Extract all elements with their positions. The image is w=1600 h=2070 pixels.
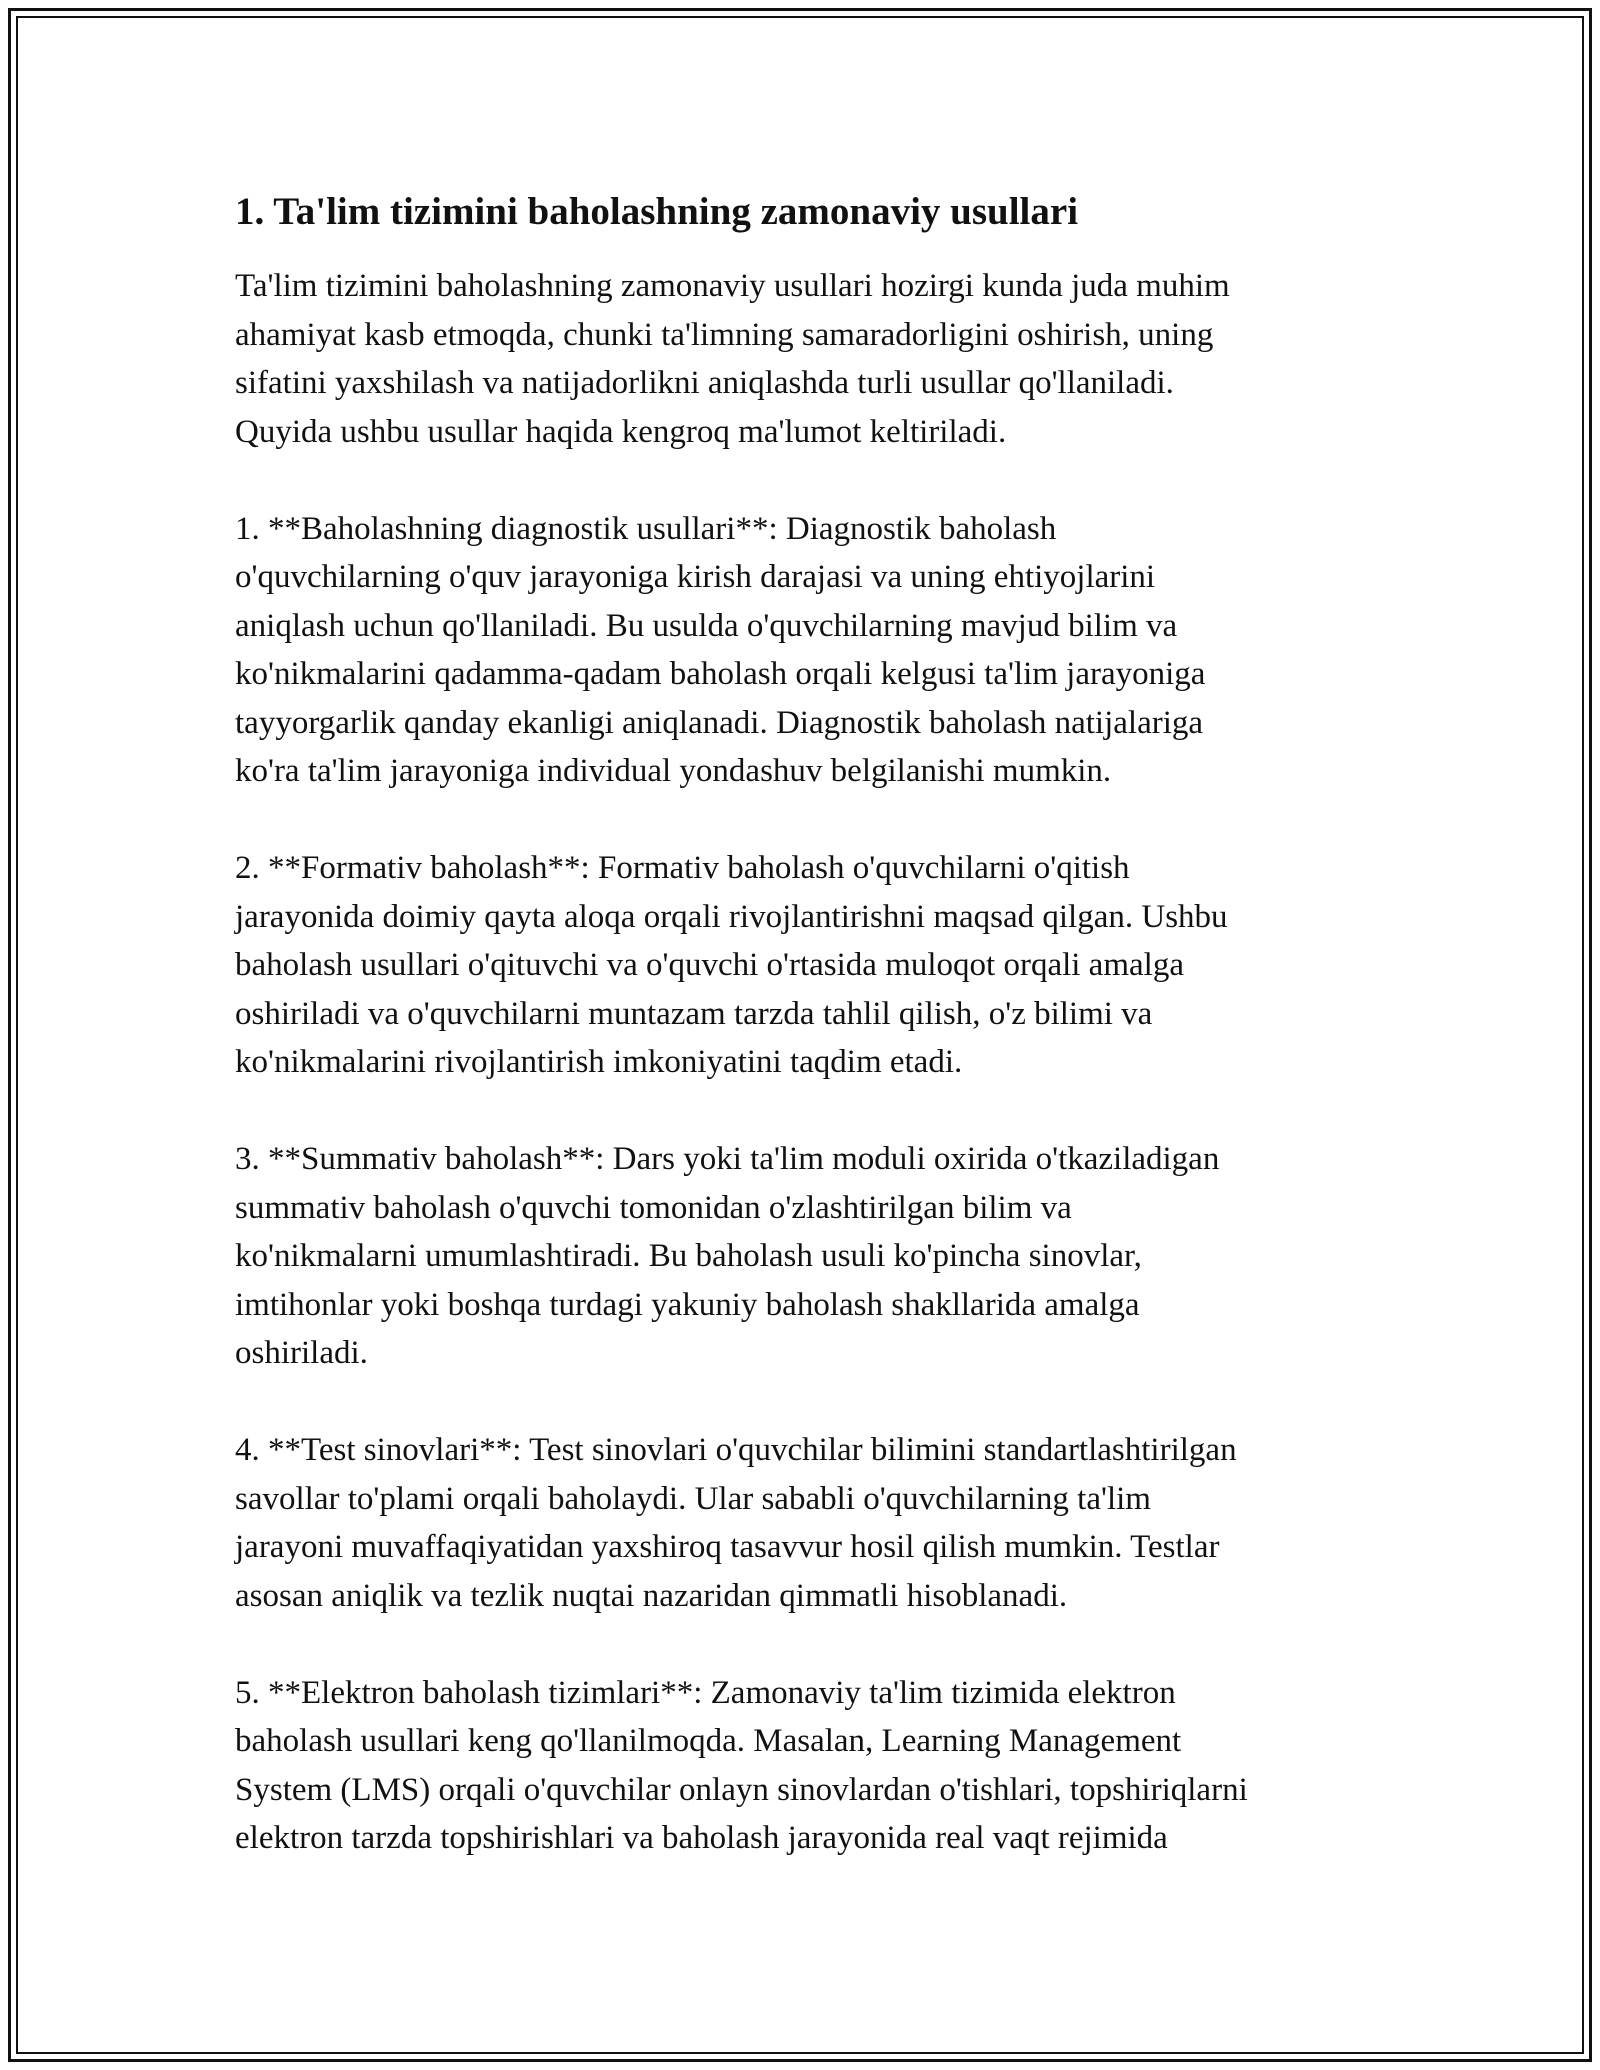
paragraph-formative-assessment: 2. **Formativ baholash**: Formativ baholash o'quvchilarni o'qitish jarayonida doimiy qayta aloqa orqali rivojlantirishni maqsad qilgan. Ushbu baholash usullari o'qituvchi va o'quvchi o'rtasida muloqot orqali amalga oshiriladi va o'quvchilarni muntazam tarzda tahlil qilish, o'z bilimi va ko'nikmalarini rivojlantirish imkoniyatini taqdim etadi.	[235, 850, 1228, 1080]
paragraph-test-assessment: 4. **Test sinovlari**: Test sinovlari o'quvchilar bilimini standartlashtirilgan savollar to'plami orqali baholaydi. Ular sababli o'quvchilarning ta'lim jarayoni muvaffaqiyatidan yaxshiroq tasavvur hosil qilish mumkin. Testlar asosan aniqlik va tezlik nuqtai nazaridan qimmatli hisoblanadi.	[235, 1432, 1237, 1614]
document-body	[235, 186, 1385, 1911]
paragraph-diagnostic-assessment: 1. **Baholashning diagnostik usullari**: Diagnostik baholash o'quvchilarning o'quv jarayoniga kirish darajasi va uning ehtiyojlarini aniqlash uchun qo'llaniladi. Bu usulda o'quvchilarning mavjud bilim va ko'nikmalarini qadamma-qadam baholash orqali kelgusi ta'lim jarayoniga tayyorgarlik qanday ekanligi aniqlanadi. Diagnostik baholash natijalariga ko'ra ta'lim jarayoniga individual yondashuv belgilanishi mumkin.	[235, 510, 1206, 789]
intro-paragraph: Ta'lim tizimini baholashning zamonaviy usullari hozirgi kunda juda muhim ahamiyat kasb etmoqda, chunki ta'limning samaradorligini oshirish, uning sifatini yaxshilash va natijadorlikni aniqlashda turli usullar qo'llaniladi. Quyida ushbu usullar haqida kengroq ma'lumot keltiriladi.	[235, 268, 1230, 450]
paragraph-electronic-assessment: 5. **Elektron baholash tizimlari**: Zamonaviy ta'lim tizimida elektron baholash usullari keng qo'llanilmoqda. Masalan, Learning Management System (LMS) orqali o'quvchilar onlayn sinovlardan o'tishlari, topshiriqlarni elektron tarzda topshirishlari va baholash jarayonida real vaqt rejimida	[235, 1674, 1248, 1856]
paragraph-summative-assessment: 3. **Summativ baholash**: Dars yoki ta'lim moduli oxirida o'tkaziladigan summativ baholash o'quvchi tomonidan o'zlashtirilgan bilim va ko'nikmalarni umumlashtiradi. Bu baholash usuli ko'pincha sinovlar, imtihonlar yoki boshqa turdagi yakuniy baholash shakllarida amalga oshiriladi.	[235, 1141, 1220, 1371]
document-title: 1. Ta'lim tizimini baholashning zamonaviy usullari	[235, 190, 1079, 233]
